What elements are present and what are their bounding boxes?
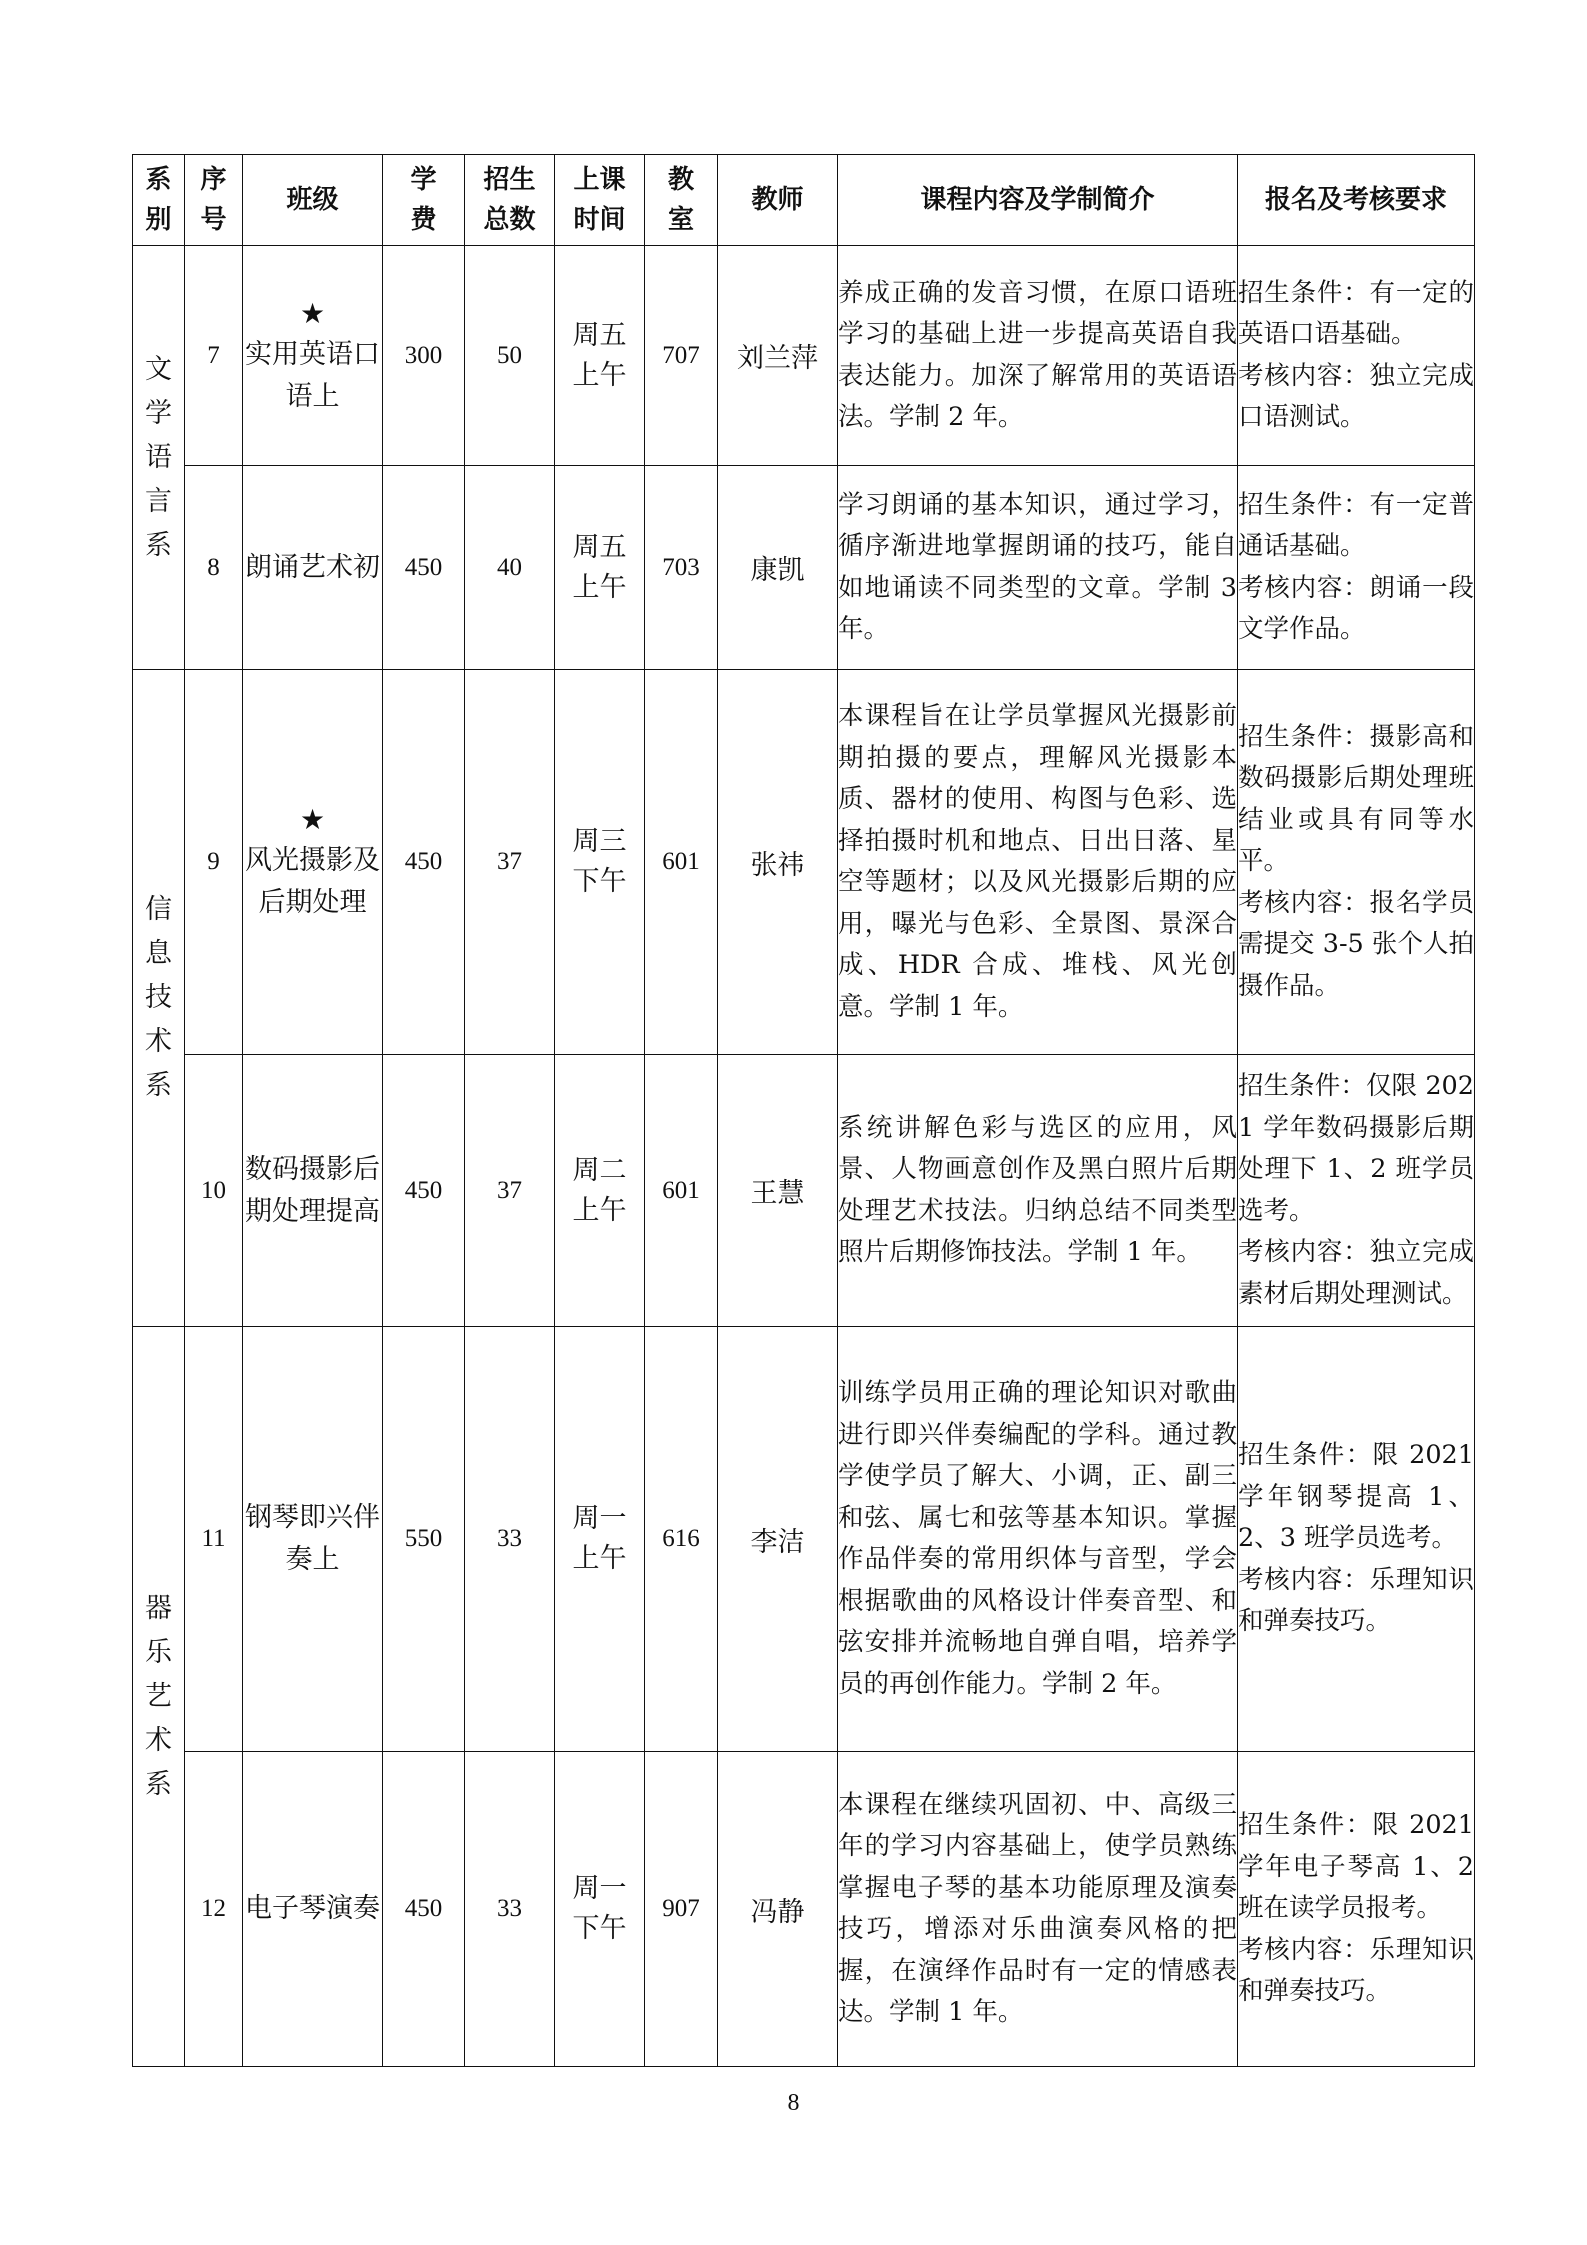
dept-cell: 信息技术系 <box>133 670 185 1327</box>
header-row <box>133 155 1475 246</box>
room: 907 <box>645 1752 718 2067</box>
teacher: 冯静 <box>718 1752 838 2067</box>
fee: 450 <box>383 1752 465 2067</box>
table-row <box>133 1055 1475 1327</box>
course-description: 本课程旨在让学员掌握风光摄影前期拍摄的要点，理解风光摄影本质、器材的使用、构图与色彩、选择拍摄时机和地点、日出日落、星空等题材；以及风光摄影后期的应用，曝光与色彩、全景图、景深合成、HDR 合成、堆栈、风光创意。学制 1 年。 <box>838 670 1238 1055</box>
fee: 450 <box>383 1055 465 1327</box>
requirements: 招生条件：有一定普通话基础。 考核内容：朗诵一段文学作品。 <box>1238 466 1475 670</box>
teacher: 康凯 <box>718 466 838 670</box>
room: 601 <box>645 1055 718 1327</box>
course-description: 学习朗诵的基本知识，通过学习，循序渐进地掌握朗诵的技巧，能自如地诵读不同类型的文章。学制 3 年。 <box>838 466 1238 670</box>
teacher: 张祎 <box>718 670 838 1055</box>
course-description: 养成正确的发音习惯，在原口语班学习的基础上进一步提高英语自我表达能力。加深了解常用的英语语法。学制 2 年。 <box>838 246 1238 466</box>
header-teacher: 教师 <box>718 155 838 246</box>
header-req: 报名及考核要求 <box>1238 155 1475 246</box>
course-description: 训练学员用正确的理论知识对歌曲进行即兴伴奏编配的学科。通过教学使学员了解大、小调，正、副三和弦、属七和弦等基本知识。掌握作品伴奏的常用织体与音型，学会根据歌曲的风格设计伴奏音型、和弦安排并流畅地自弹自唱，培养学员的再创作能力。学制 2 年。 <box>838 1327 1238 1752</box>
room: 707 <box>645 246 718 466</box>
header-class: 班级 <box>243 155 383 246</box>
class-time: 周一 下午 <box>555 1752 645 2067</box>
table-row <box>133 466 1475 670</box>
class-time: 周一 上午 <box>555 1327 645 1752</box>
quota: 37 <box>465 670 555 1055</box>
class-time: 周二 上午 <box>555 1055 645 1327</box>
class-name: 数码摄影后期处理提高 <box>243 1055 383 1327</box>
class-name: 钢琴即兴伴奏上 <box>243 1327 383 1752</box>
header-quota: 招生 总数 <box>465 155 555 246</box>
row-no: 10 <box>185 1055 243 1327</box>
teacher: 李洁 <box>718 1327 838 1752</box>
requirements: 招生条件：限 2021 学年钢琴提高 1、2、3 班学员选考。 考核内容：乐理知识和弹奏技巧。 <box>1238 1327 1475 1752</box>
table-row <box>133 1752 1475 2067</box>
class-time: 周三 下午 <box>555 670 645 1055</box>
requirements: 招生条件：摄影高和数码摄影后期处理班结业或具有同等水平。 考核内容：报名学员需提交 3-5 张个人拍摄作品。 <box>1238 670 1475 1055</box>
fee: 300 <box>383 246 465 466</box>
header-time: 上课 时间 <box>555 155 645 246</box>
dept-cell: 器乐艺术系 <box>133 1327 185 2067</box>
header-dept: 系 别 <box>133 155 185 246</box>
class-time: 周五 上午 <box>555 466 645 670</box>
class-name: ★ 风光摄影及后期处理 <box>243 670 383 1055</box>
quota: 40 <box>465 466 555 670</box>
course-table <box>132 154 1475 2067</box>
fee: 550 <box>383 1327 465 1752</box>
class-time: 周五 上午 <box>555 246 645 466</box>
quota: 37 <box>465 1055 555 1327</box>
row-no: 7 <box>185 246 243 466</box>
header-room: 教 室 <box>645 155 718 246</box>
class-name: 朗诵艺术初 <box>243 466 383 670</box>
star-icon: ★ <box>299 803 326 836</box>
row-no: 11 <box>185 1327 243 1752</box>
fee: 450 <box>383 670 465 1055</box>
room: 703 <box>645 466 718 670</box>
page-number: 8 <box>787 2090 800 2116</box>
row-no: 8 <box>185 466 243 670</box>
table-row <box>133 670 1475 1055</box>
table-row <box>133 246 1475 466</box>
quota: 50 <box>465 246 555 466</box>
dept-cell: 文学语言系 <box>133 246 185 670</box>
requirements: 招生条件：有一定的英语口语基础。 考核内容：独立完成口语测试。 <box>1238 246 1475 466</box>
room: 601 <box>645 670 718 1055</box>
teacher: 刘兰萍 <box>718 246 838 466</box>
teacher: 王慧 <box>718 1055 838 1327</box>
table-row <box>133 1327 1475 1752</box>
course-description: 本课程在继续巩固初、中、高级三年的学习内容基础上，使学员熟练掌握电子琴的基本功能原理及演奏技巧，增添对乐曲演奏风格的把握，在演绎作品时有一定的情感表达。学制 1 年。 <box>838 1752 1238 2067</box>
course-description: 系统讲解色彩与选区的应用，风景、人物画意创作及黑白照片后期处理艺术技法。归纳总结不同类型照片后期修饰技法。学制 1 年。 <box>838 1055 1238 1327</box>
header-fee: 学 费 <box>383 155 465 246</box>
quota: 33 <box>465 1327 555 1752</box>
row-no: 9 <box>185 670 243 1055</box>
fee: 450 <box>383 466 465 670</box>
header-desc: 课程内容及学制简介 <box>838 155 1238 246</box>
row-no: 12 <box>185 1752 243 2067</box>
header-no: 序 号 <box>185 155 243 246</box>
class-name: 电子琴演奏 <box>243 1752 383 2067</box>
class-name: ★ 实用英语口语上 <box>243 246 383 466</box>
quota: 33 <box>465 1752 555 2067</box>
star-icon: ★ <box>299 296 326 330</box>
requirements: 招生条件：限 2021 学年电子琴高 1、2 班在读学员报考。 考核内容：乐理知识和弹奏技巧。 <box>1238 1752 1475 2067</box>
room: 616 <box>645 1327 718 1752</box>
requirements: 招生条件：仅限 2021 学年数码摄影后期处理下 1、2 班学员选考。 考核内容：独立完成素材后期处理测试。 <box>1238 1055 1475 1327</box>
